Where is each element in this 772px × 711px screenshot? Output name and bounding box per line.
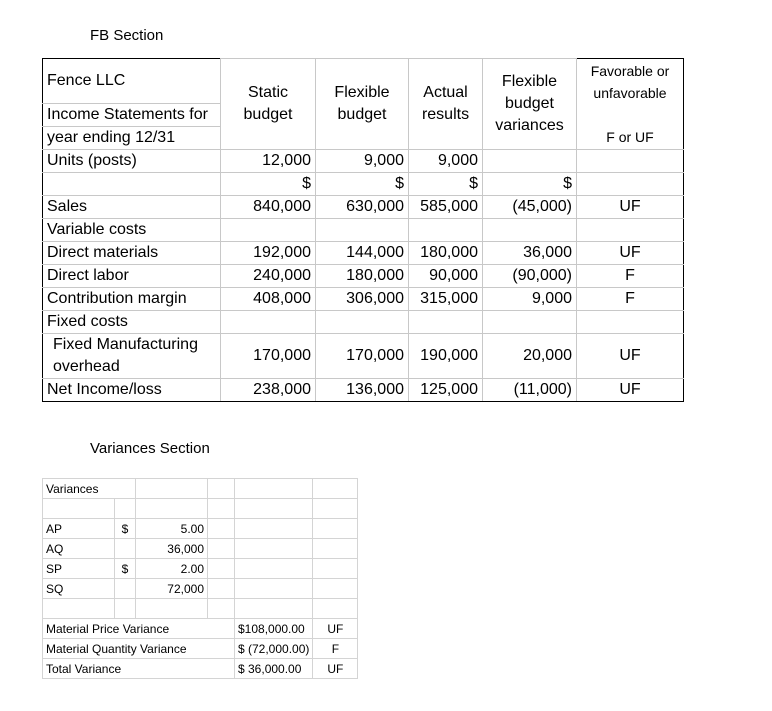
units-label: Units (posts) <box>43 150 221 173</box>
variances-header: Flexible budget variances <box>483 59 577 150</box>
direct-labor-variance: (90,000) <box>483 265 577 288</box>
contribution-margin-row <box>43 288 684 311</box>
fb-section-title: FB Section <box>90 27 164 44</box>
direct-materials-row <box>43 242 684 265</box>
input-row-sp <box>43 559 358 579</box>
actual-results-header: Actual results <box>409 59 483 150</box>
fixed-mfg-flexible: 170,000 <box>316 334 409 379</box>
contribution-margin-variance: 9,000 <box>483 288 577 311</box>
static-budget-header: Static budget <box>221 59 316 150</box>
direct-labor-label: Direct labor <box>43 265 221 288</box>
input-value: 72,000 <box>136 579 208 599</box>
net-income-actual: 125,000 <box>409 379 483 402</box>
units-actual: 9,000 <box>409 150 483 173</box>
direct-labor-row <box>43 265 684 288</box>
result-value: $ (72,000.00) <box>235 639 313 659</box>
units-row <box>43 150 684 173</box>
result-label: Total Variance <box>43 659 235 679</box>
result-value: $ 36,000.00 <box>235 659 313 679</box>
result-label: Material Price Variance <box>43 619 235 639</box>
result-fu: UF <box>313 659 358 679</box>
sales-row <box>43 196 684 219</box>
input-label: SP <box>43 559 115 579</box>
fixed-mfg-variance: 20,000 <box>483 334 577 379</box>
direct-materials-variance: 36,000 <box>483 242 577 265</box>
result-value: $108,000.00 <box>235 619 313 639</box>
flexible-budget-header: Flexible budget <box>316 59 409 150</box>
input-label: AQ <box>43 539 115 559</box>
currency-flexible: $ <box>316 173 409 196</box>
input-value: 36,000 <box>136 539 208 559</box>
fixed-mfg-row <box>43 334 684 379</box>
sales-fu: UF <box>577 196 684 219</box>
contribution-margin-static: 408,000 <box>221 288 316 311</box>
direct-materials-actual: 180,000 <box>409 242 483 265</box>
income-statement-table <box>42 58 684 402</box>
fav-unfav-header: Favorable or unfavorable F or UF <box>577 59 684 150</box>
direct-labor-flexible: 180,000 <box>316 265 409 288</box>
input-symbol: $ <box>115 519 136 539</box>
fixed-costs-row <box>43 311 684 334</box>
input-symbol: $ <box>115 559 136 579</box>
statement-line-1: Income Statements for <box>43 104 221 127</box>
direct-labor-fu: F <box>577 265 684 288</box>
result-row-price <box>43 619 358 639</box>
direct-labor-static: 240,000 <box>221 265 316 288</box>
direct-labor-actual: 90,000 <box>409 265 483 288</box>
direct-materials-static: 192,000 <box>221 242 316 265</box>
currency-row <box>43 173 684 196</box>
net-income-variance: (11,000) <box>483 379 577 402</box>
input-symbol <box>115 579 136 599</box>
header-row-1 <box>43 59 684 104</box>
contribution-margin-flexible: 306,000 <box>316 288 409 311</box>
input-symbol <box>115 539 136 559</box>
input-label: AP <box>43 519 115 539</box>
currency-static: $ <box>221 173 316 196</box>
result-fu: F <box>313 639 358 659</box>
fixed-mfg-static: 170,000 <box>221 334 316 379</box>
units-flexible: 9,000 <box>316 150 409 173</box>
input-value: 5.00 <box>136 519 208 539</box>
result-row-total <box>43 659 358 679</box>
currency-actual: $ <box>409 173 483 196</box>
input-row-sq <box>43 579 358 599</box>
variances-header-row <box>43 479 358 499</box>
direct-materials-fu: UF <box>577 242 684 265</box>
company-name: Fence LLC <box>43 59 221 104</box>
sales-variance: (45,000) <box>483 196 577 219</box>
result-label: Material Quantity Variance <box>43 639 235 659</box>
net-income-row <box>43 379 684 402</box>
result-fu: UF <box>313 619 358 639</box>
result-row-quantity <box>43 639 358 659</box>
fixed-mfg-actual: 190,000 <box>409 334 483 379</box>
input-label: SQ <box>43 579 115 599</box>
contribution-margin-label: Contribution margin <box>43 288 221 311</box>
variances-section-title: Variances Section <box>90 440 210 457</box>
currency-label <box>43 173 221 196</box>
direct-materials-flexible: 144,000 <box>316 242 409 265</box>
variances-table <box>42 478 358 679</box>
sales-flexible: 630,000 <box>316 196 409 219</box>
units-static: 12,000 <box>221 150 316 173</box>
currency-fu <box>577 173 684 196</box>
contribution-margin-actual: 315,000 <box>409 288 483 311</box>
net-income-static: 238,000 <box>221 379 316 402</box>
direct-materials-label: Direct materials <box>43 242 221 265</box>
units-fu <box>577 150 684 173</box>
fixed-costs-label: Fixed costs <box>43 311 221 334</box>
net-income-fu: UF <box>577 379 684 402</box>
fixed-mfg-fu: UF <box>577 334 684 379</box>
units-variance <box>483 150 577 173</box>
net-income-label: Net Income/loss <box>43 379 221 402</box>
sales-actual: 585,000 <box>409 196 483 219</box>
contribution-margin-fu: F <box>577 288 684 311</box>
input-row-ap <box>43 519 358 539</box>
variances-header: Variances <box>43 479 136 499</box>
sales-label: Sales <box>43 196 221 219</box>
input-value: 2.00 <box>136 559 208 579</box>
input-row-aq <box>43 539 358 559</box>
sales-static: 840,000 <box>221 196 316 219</box>
fixed-mfg-label: Fixed Manufacturing overhead <box>43 334 221 379</box>
variable-costs-row <box>43 219 684 242</box>
variable-costs-label: Variable costs <box>43 219 221 242</box>
net-income-flexible: 136,000 <box>316 379 409 402</box>
currency-variance: $ <box>483 173 577 196</box>
statement-line-2: year ending 12/31 <box>43 127 221 150</box>
